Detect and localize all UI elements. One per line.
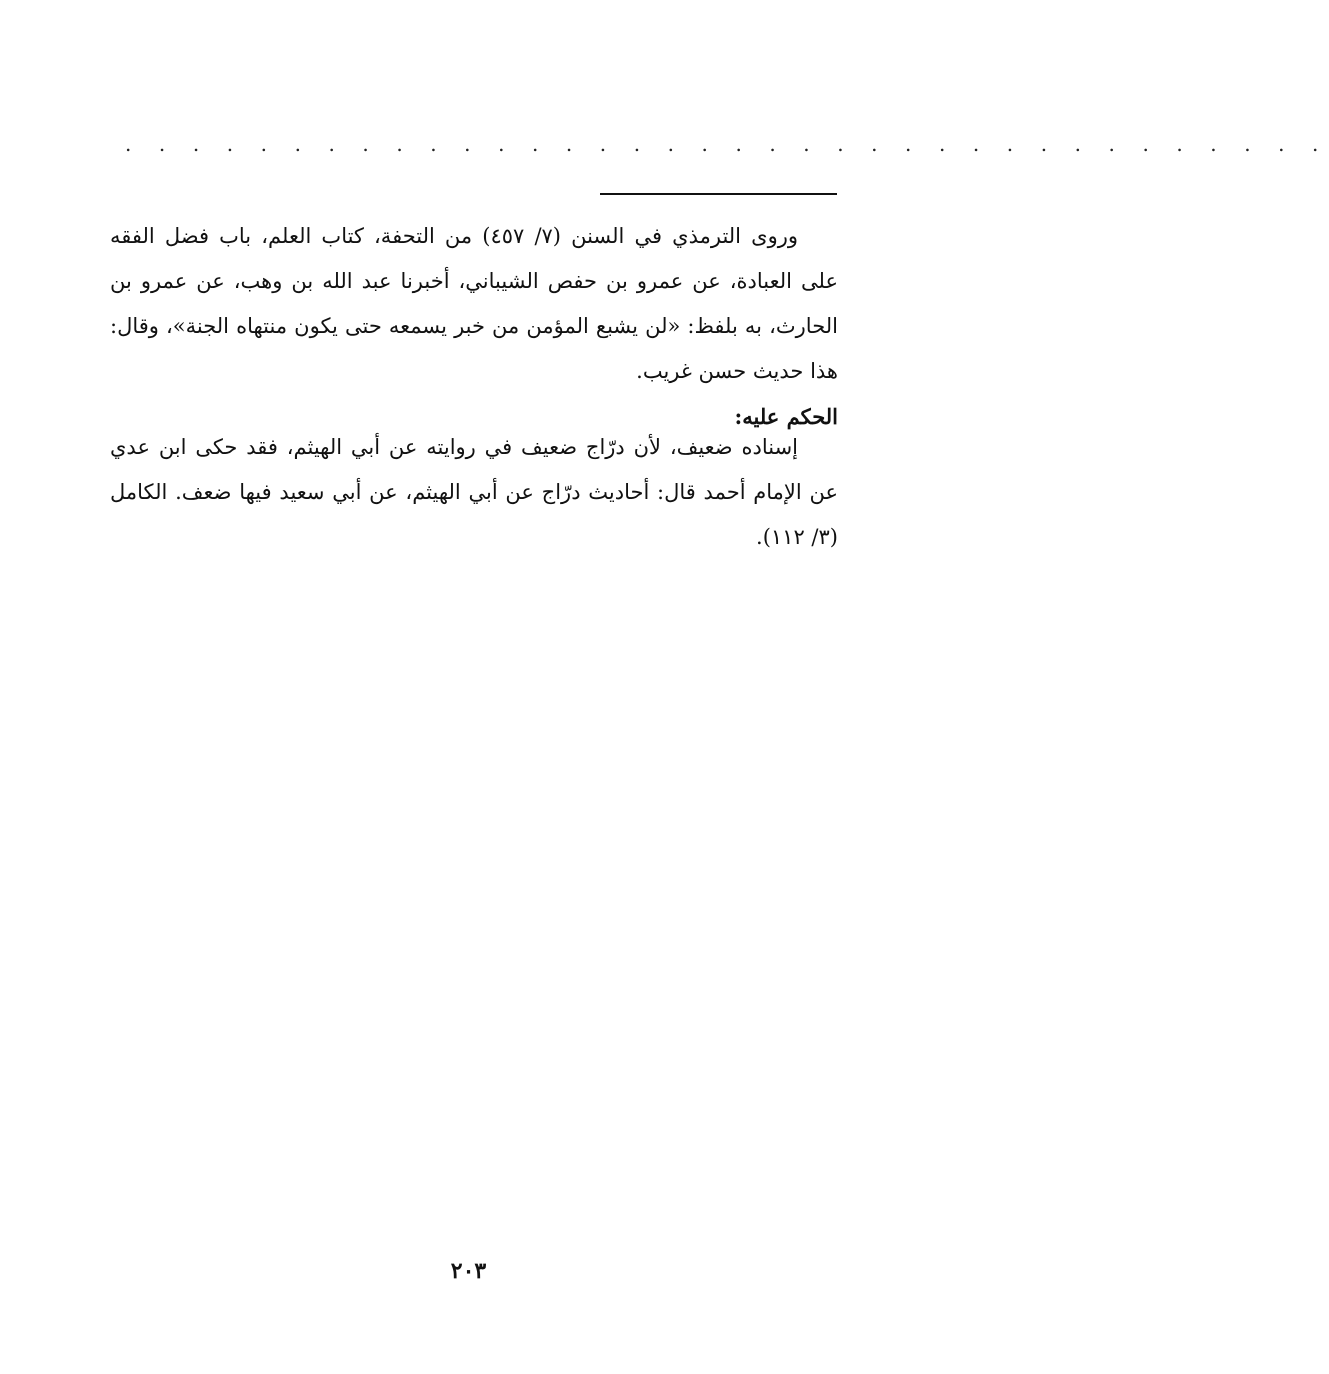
footnote-separator-line — [600, 193, 837, 195]
ruling-paragraph: إسناده ضعيف، لأن درّاج ضعيف في روايته عن أبي الهيثم، فقد حكى ابن عدي عن الإمام أحمد قال: أحاديث درّاج عن أبي الهيثم، عن أبي سعيد فيها ضعف. الكامل (٣/ ١١٢). — [110, 435, 838, 549]
dotted-separator: . . . . . . . . . . . . . . . . . . . . . . . . . . . . . . . . . . . . — [125, 132, 1329, 156]
ruling-heading: الحكم عليه: — [734, 404, 838, 429]
page-number: ٢٠٣ — [450, 1258, 487, 1284]
footnote-paragraph-tirmidhi: وروى الترمذي في السنن (٧/ ٤٥٧) من التحفة، كتاب العلم، باب فضل الفقه على العبادة، عن عمرو بن حفص الشيباني، أخبرنا عبد الله بن وهب، عن عمرو بن الحارث، به بلفظ: «لن يشبع المؤمن من خبر يسمعه حتى يكون منتهاه الجنة»، وقال: هذا حديث حسن غريب. — [110, 224, 838, 383]
